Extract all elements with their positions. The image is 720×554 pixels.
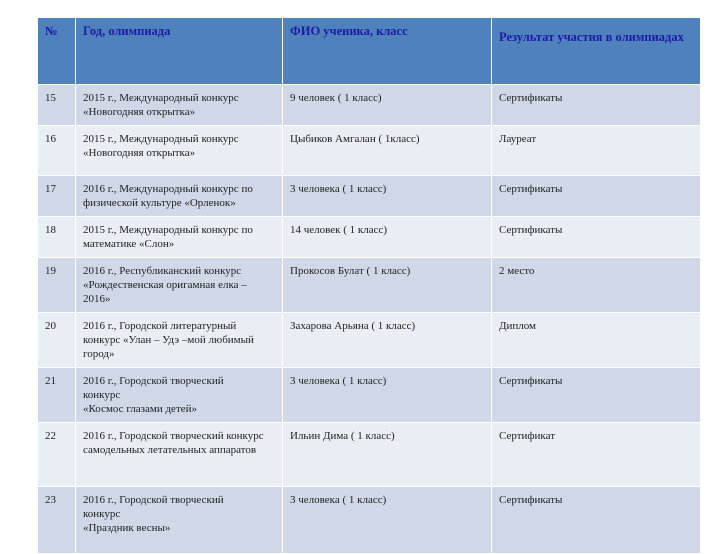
cell-result: 2 место	[492, 258, 701, 313]
cell-event: 2016 г., Республиканский конкурс «Рождественская оригамная елка – 2016»	[76, 258, 283, 313]
cell-result: Сертификаты	[492, 487, 701, 554]
cell-result: Сертификаты	[492, 85, 701, 126]
cell-student: 3 человека ( 1 класс)	[283, 176, 492, 217]
cell-event: 2016 г., Городской творческий конкурс «Космос глазами детей»	[76, 368, 283, 423]
cell-result: Сертификаты	[492, 176, 701, 217]
cell-num: 23	[38, 487, 76, 554]
table-row	[38, 423, 701, 487]
table-row	[38, 368, 701, 423]
cell-result: Сертификат	[492, 423, 701, 487]
cell-num: 16	[38, 126, 76, 176]
cell-student: Ильин Дима ( 1 класс)	[283, 423, 492, 487]
cell-event: 2015 г., Международный конкурс «Новогодняя открытка»	[76, 85, 283, 126]
table-row	[38, 313, 701, 368]
cell-num: 18	[38, 217, 76, 258]
cell-student: Захарова Арьяна ( 1 класс)	[283, 313, 492, 368]
cell-num: 15	[38, 85, 76, 126]
table-row	[38, 176, 701, 217]
cell-num: 20	[38, 313, 76, 368]
cell-student: Цыбиков Амгалан ( 1класс)	[283, 126, 492, 176]
cell-result: Сертификаты	[492, 368, 701, 423]
cell-event: 2016 г., Городской творческий конкурс «Праздник весны»	[76, 487, 283, 554]
cell-num: 17	[38, 176, 76, 217]
table-row	[38, 85, 701, 126]
cell-num: 19	[38, 258, 76, 313]
table-row	[38, 217, 701, 258]
olympiad-results-table	[37, 17, 701, 554]
table-row	[38, 487, 701, 554]
cell-event: 2016 г., Городской литературный конкурс «Улан – Удэ –мой любимый город»	[76, 313, 283, 368]
header-event: Год, олимпиада	[76, 18, 283, 85]
cell-result: Лауреат	[492, 126, 701, 176]
cell-student: Прокосов Булат ( 1 класс)	[283, 258, 492, 313]
cell-event: 2015 г., Международный конкурс «Новогодняя открытка»	[76, 126, 283, 176]
table-row	[38, 258, 701, 313]
cell-event: 2015 г., Международный конкурс по математике «Слон»	[76, 217, 283, 258]
cell-event: 2016 г., Городской творческий конкурс самодельных летательных аппаратов	[76, 423, 283, 487]
table-row	[38, 126, 701, 176]
cell-result: Диплом	[492, 313, 701, 368]
cell-student: 3 человека ( 1 класс)	[283, 487, 492, 554]
header-result: Результат участия в олимпиадах	[492, 18, 701, 85]
cell-num: 21	[38, 368, 76, 423]
header-student: ФИО ученика, класс	[283, 18, 492, 85]
cell-result: Сертификаты	[492, 217, 701, 258]
cell-student: 3 человека ( 1 класс)	[283, 368, 492, 423]
cell-event: 2016 г., Международный конкурс по физической культуре «Орленок»	[76, 176, 283, 217]
cell-student: 14 человек ( 1 класс)	[283, 217, 492, 258]
table-header-row	[38, 18, 701, 85]
cell-num: 22	[38, 423, 76, 487]
header-num: №	[38, 18, 76, 85]
cell-student: 9 человек ( 1 класс)	[283, 85, 492, 126]
